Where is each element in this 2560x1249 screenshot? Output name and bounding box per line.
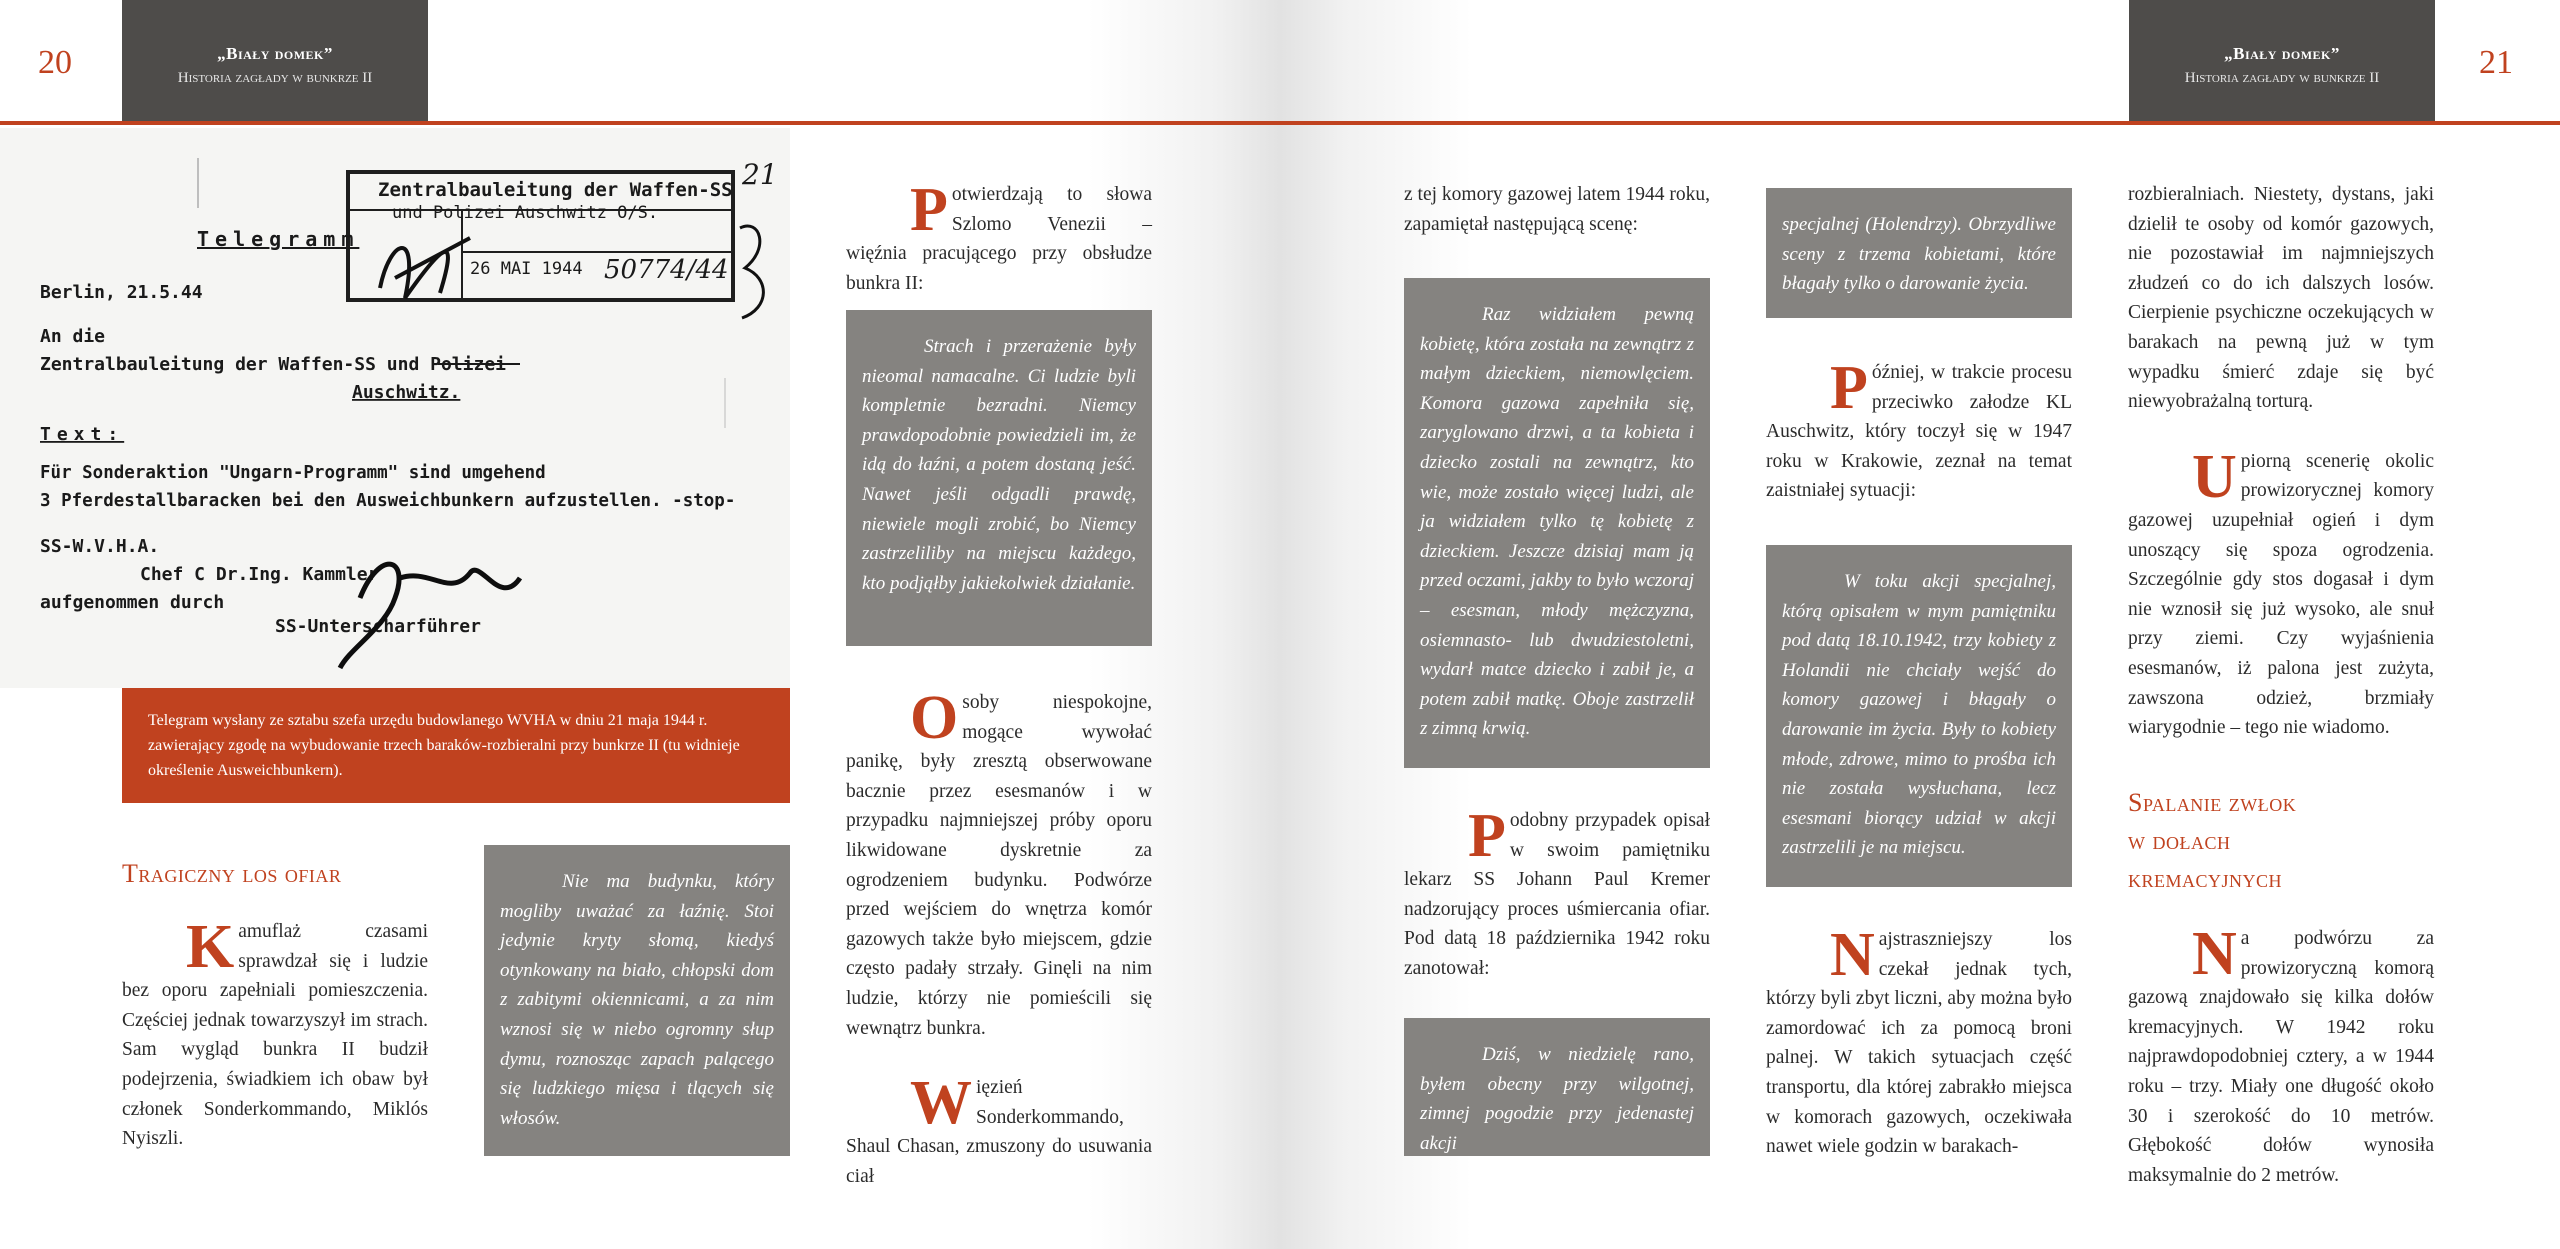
para-osoby: soby niespokojne, mogące wywołać panikę, były zresztą obserwowane bacznie przez esesmanów i w przypadku najmniejszej próby oporu likwidowane dyskretnie za ogrodzeniem budynku. Podwórze przed wejściem do wnętrza komór gazowych także było miejscem, gdzie często padały strzały. Ginęli na nim ludzie, którzy nie pomieścili się wewnątrz bunkra. <box>846 692 1152 1039</box>
telegram-caption: Telegram wysłany ze sztabu szefa urzędu budowlanego WVHA w dniu 21 maja 1944 r. zawierający zgodę na wybudowanie trzech baraków-rozbieralni przy bunkrze II (tu widnieje określenie Ausweichbunkern). <box>122 688 790 803</box>
corner-mark: 21 <box>742 158 778 191</box>
telegram-sig4: SS-Unterscharführer <box>275 616 481 637</box>
quote-specjalnej <box>1766 188 2072 318</box>
right-page <box>1280 0 2560 1249</box>
para-kamuflaz: amuflaż czasami sprawdzał się i ludzie bez oporu zapełniali pomieszczenia. Częściej jednak towarzyszył im strach. Sam wygląd bunkra II budził podejrzenia, świadkiem ich obaw był członek Sonderkommando, Miklós Nyiszli. <box>122 921 428 1150</box>
section-title-tragiczny: Tragiczny los ofiar <box>122 859 342 888</box>
quote-text: Dziś, w niedzielę rano, byłem obecny przy wilgotnej, zimnej pogodzie przy jedenastej akcji <box>1420 1044 1694 1154</box>
dropcap-n2: N <box>2192 920 2237 988</box>
telegram-to-line3: Auschwitz. <box>352 382 461 403</box>
telegram-sig3: aufgenommen durch <box>40 592 225 613</box>
header-rule <box>0 121 1280 125</box>
quote-text: Nie ma budynku, który mogliby uważać za łaźnię. Stoi jedynie kryty słomą, kiedyś otynkowany na biało, chłopski dom z zabitymi okiennicami, a za nim wznosi się w niebo ogromny słup dymu, roznosząc zapach palącego się ludzkiego mięsa i tlących się włosów. <box>500 871 774 1129</box>
telegram-sig2: Chef C Dr.Ing. Kammler <box>140 564 379 585</box>
para-na-podworzu: a podwórzu za prowizoryczną komorą gazową znajdowało się kilka dołów kremacyjnych. W 1942 roku najprawdopodobniej cztery, a w 1944 roku – trzy. Miały one długość około 30 i szerokość do 10 metrów. Głębokość dołów wynosiła maksymalnie do 2 metrów. <box>2128 928 2434 1186</box>
right-column-1 <box>1404 180 1710 269</box>
dropcap-p3: P <box>1830 354 1868 422</box>
dropcap-w: W <box>910 1069 972 1138</box>
section-title-spalanie-2: w dołach <box>2128 826 2231 855</box>
header-title: „Biały domek” <box>217 44 333 63</box>
dropcap-p: P <box>910 176 948 244</box>
telegram-svg <box>0 128 790 688</box>
stamp-line2: und Polizei Auschwitz O/S. <box>392 203 659 223</box>
para-col3-top: rozbieralniach. Niestety, dystans, jaki dzielił te osoby od komór gazowych, nie pozostawiał im najmniejszych złudzeń co do ich dalszych losów. Cierpienie psychiczne oczekujących w barakach na pewną już w tym wypadku śmierć zdaje się być niewyobrażalną torturą. <box>2128 184 2434 413</box>
right-column-3 <box>2128 180 2434 773</box>
section-title-spalanie-1: Spalanie zwłok <box>2128 788 2297 817</box>
quote-text: Raz widziałem pewną kobietę, która została na zewnątrz z małym dzieckiem, niemowlęciem. Komora gazowa zapełniła się, zaryglowano drzwi, a ta kobieta i dziecko zostali na zewnątrz, kto wie, może zostało więcej ludzi, ale ja widziałem tylko tę kobietę z dzieckiem. Jeszcze dzisiaj mam ją przed oczami, jakby to było wczoraj – esesman, młody mężczyzna, osiemnasto- lub dwudziestoletni, wydarł matce dziecko i zabił je, a potem zabił matkę. Oboje zastrzelił z zimną krwią. <box>1420 304 1694 740</box>
section-title-spalanie-3: kremacyjnych <box>2128 864 2283 893</box>
telegram-text-label: Text: <box>40 424 125 445</box>
para-pozniej: óźniej, w trakcie procesu przeciwko załodze KL Auschwitz, który toczył się w 1947 roku w Krakowie, zeznał na temat zaistniałej sytuacji: <box>1766 362 2072 502</box>
telegram-body-line2: 3 Pferdestallbaracken bei den Ausweichbunkern aufzustellen. -stop- <box>40 491 736 511</box>
page-number: 21 <box>2479 44 2513 81</box>
left-column-1 <box>122 855 428 1184</box>
header-subtitle: Historia zagłady w bunkrze II <box>2184 70 2380 86</box>
header-rule <box>1280 121 2560 125</box>
page-number: 20 <box>38 44 72 81</box>
dropcap-u: U <box>2192 442 2237 511</box>
quote-text: W toku akcji specjalnej, którą opisałem w mym pamiętniku pod datą 18.10.1942, trzy kobiety z Holandii nie chciały wejść do komory gazowej i błagały o darowanie im życia. Były to kobiety młode, zdrowe, mimo to prośba ich nie została wysłuchana, lecz esesmani biorący udział w akcji zastrzelili je na miejscu. <box>1782 571 2056 859</box>
stamp-number: 50774/44 <box>604 255 729 285</box>
para-najstraszniejszy: ajstraszniejszy los czekał jednak tych, którzy byli zbyt liczni, aby można było zamordować ich za pomocą broni palnej. W takich sytuacjach część transportu, dla której zabrakło miejsca w komorach gazowych, oczekiwała nawet wiele godzin w barakach- <box>1766 929 2072 1158</box>
dropcap-k: K <box>186 913 235 981</box>
telegram-to-line1: An die <box>40 326 106 347</box>
right-column-1b <box>1404 802 1710 1014</box>
stamp-line1: Zentralbauleitung der Waffen-SS <box>378 179 733 201</box>
quote-w-toku <box>1766 545 2072 887</box>
para-upiorna: piorną scenerię okolic prowizorycznej komory gazowej uzupełniał ogień i dym unoszący się spoza ogrodzenia. Szczególnie gdy stos dogasał i dym nie wznosił się już wysoko, ale snuł przy ziemi. Czy wyjaśnienia esesmanów, iż palona jest zużyta, zawszona odzież, brzmiały wiarygodnie – tego nie wiadomo. <box>2128 450 2434 739</box>
right-column-3b <box>2128 784 2434 1220</box>
telegram-document-image <box>0 128 790 688</box>
stamp-date: 26 MAI 1944 <box>470 259 583 279</box>
left-column-3b <box>846 684 1152 1222</box>
quote-nie-ma-budynku <box>484 845 790 1156</box>
running-header <box>122 0 428 122</box>
para-potwierdzaja: otwierdzają to słowa Szlomo Venezii – więźnia pracującego przy obsłudze bunkra II: <box>846 184 1152 294</box>
telegram-to-line2: Zentralbauleitung der Waffen-SS und Polizei <box>40 354 506 375</box>
right-column-2 <box>1766 354 2072 536</box>
telegram-sig1: SS-W.V.H.A. <box>40 536 160 557</box>
quote-dzis <box>1404 1018 1710 1156</box>
right-column-2b <box>1766 921 2072 1192</box>
para-col1-intro: z tej komory gazowej latem 1944 roku, zapamiętał następującą scenę: <box>1404 184 1710 235</box>
left-column-3 <box>846 176 1152 328</box>
telegram-heading: Telegramm <box>197 227 360 251</box>
quote-strach <box>846 310 1152 646</box>
dropcap-o: O <box>910 684 959 752</box>
header-title: „Biały domek” <box>2224 44 2340 63</box>
para-wiezien: ięzień Sonderkommando, Shaul Chasan, zmuszony do usuwania ciał <box>846 1077 1152 1187</box>
running-header <box>2129 0 2435 122</box>
para-podobny: odobny przypadek opisał w swoim pamiętniku lekarz SS Johann Paul Kremer nadzorujący proces uśmiercania ofiar. Pod datą 18 października 1942 roku zanotował: <box>1404 810 1710 979</box>
header-subtitle: Historia zagłady w bunkrze II <box>177 70 373 86</box>
dropcap-n: N <box>1830 921 1875 989</box>
telegram-body-line1: Für Sonderaktion "Ungarn-Programm" sind umgehend <box>40 463 546 483</box>
quote-text: specjalnej (Holendrzy). Obrzydliwe sceny z trzema kobietami, które błagały tylko o darowanie życia. <box>1782 214 2056 295</box>
dropcap-p2: P <box>1468 802 1506 870</box>
quote-raz-widzialem <box>1404 278 1710 768</box>
telegram-city-date: Berlin, 21.5.44 <box>40 282 203 303</box>
quote-text: Strach i przerażenie były nieomal namacalne. Ci ludzie byli kompletnie bezradni. Niemcy prawdopodobnie powiedzieli im, że idą do łaźni, a potem dostaną jeść. Nawet jeśli odgadli prawdę, niewiele mogli zrobić, bo Niemcy zastrzeliliby na miejscu każdego, kto podjąłby jakiekolwiek działanie. <box>862 336 1136 594</box>
